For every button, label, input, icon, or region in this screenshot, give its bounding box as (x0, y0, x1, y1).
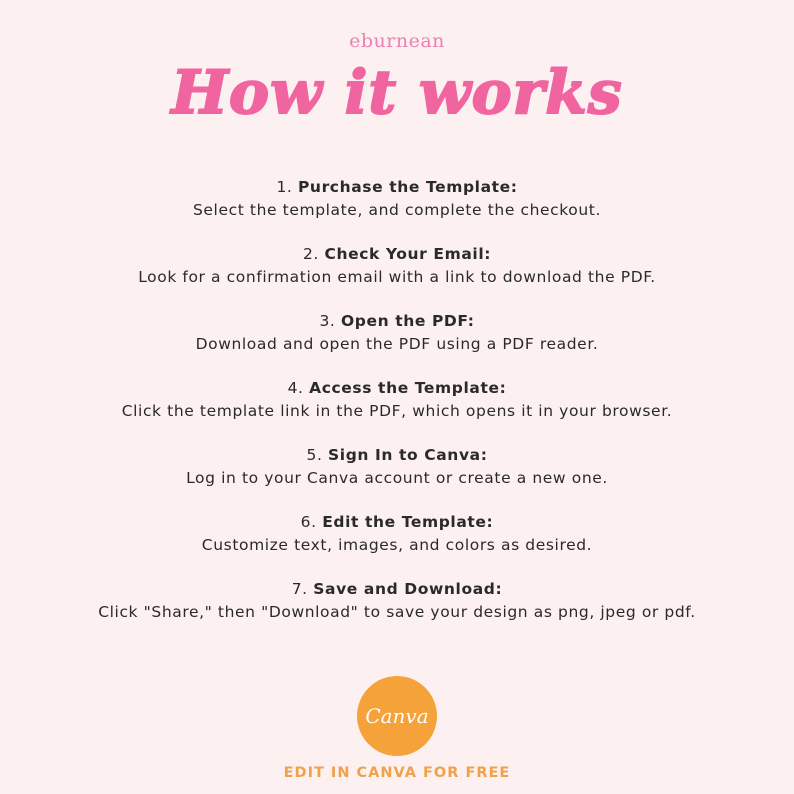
step-heading (60, 578, 734, 601)
step-title: Check Your Email: (324, 245, 492, 263)
step-item (60, 243, 734, 289)
step-description: Customize text, images, and colors as desired. (201, 536, 593, 554)
step-item (60, 176, 734, 222)
step-number: 7. (291, 580, 308, 598)
step-item (60, 511, 734, 557)
step-heading (60, 511, 734, 534)
step-title: Open the PDF: (340, 312, 475, 330)
step-number: 1. (276, 178, 293, 196)
step-title: Purchase the Template: (297, 178, 518, 196)
step-heading (60, 444, 734, 467)
step-number: 6. (300, 513, 317, 531)
canva-logo-text: Canva (365, 704, 429, 728)
step-description: Select the template, and complete the checkout. (192, 201, 602, 219)
step-heading (60, 243, 734, 266)
step-description: Look for a confirmation email with a link to download the PDF. (138, 268, 656, 286)
brand-logo: eburnean (349, 30, 445, 52)
step-description: Click the template link in the PDF, which opens it in your browser. (121, 402, 673, 420)
step-title: Sign In to Canva: (328, 446, 488, 464)
step-description: Log in to your Canva account or create a new one. (186, 469, 608, 487)
step-heading (60, 310, 734, 333)
step-item (60, 310, 734, 356)
step-number: 4. (287, 379, 304, 397)
step-title: Save and Download: (313, 580, 503, 598)
step-title: Access the Template: (309, 379, 507, 397)
step-number: 2. (302, 245, 319, 263)
canva-logo-icon[interactable] (357, 676, 437, 756)
step-item (60, 444, 734, 490)
step-item (60, 578, 734, 624)
step-item (60, 377, 734, 423)
step-title: Edit the Template: (322, 513, 494, 531)
page-title: How it works (171, 58, 623, 128)
edit-in-canva-link[interactable]: EDIT IN CANVA FOR FREE (283, 765, 511, 781)
step-description: Download and open the PDF using a PDF reader. (195, 335, 599, 353)
steps-list (60, 176, 734, 645)
step-heading (60, 176, 734, 199)
step-heading (60, 377, 734, 400)
step-description: Click "Share," then "Download" to save your design as png, jpeg or pdf. (98, 603, 696, 621)
step-number: 5. (306, 446, 323, 464)
step-number: 3. (319, 312, 336, 330)
